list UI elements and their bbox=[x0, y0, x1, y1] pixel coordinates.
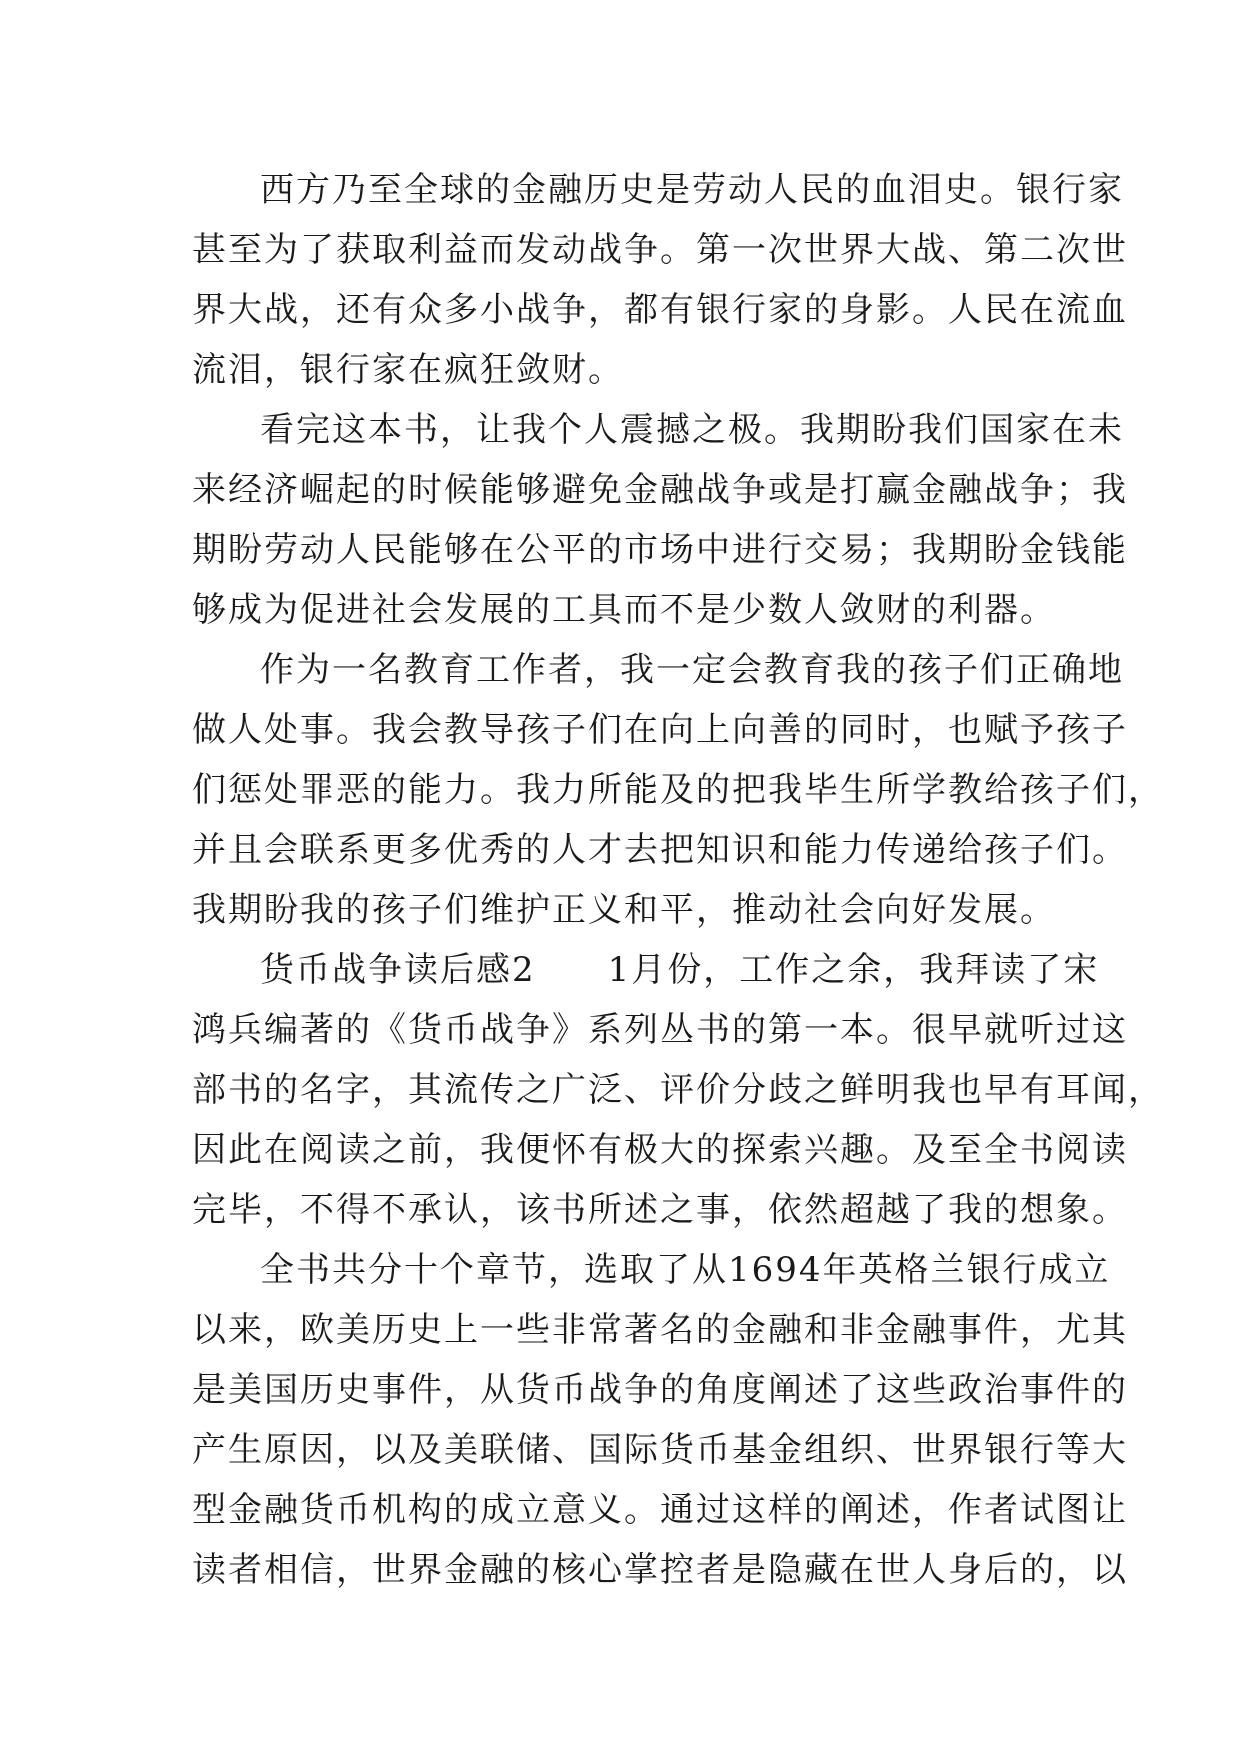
text-line: 是美国历史事件，从货币战争的角度阐述了这些政治事件的 bbox=[192, 1370, 1128, 1410]
paragraph-4 bbox=[192, 940, 1164, 1240]
text-line: 型金融货币机构的成立意义。通过这样的阐述，作者试图让 bbox=[192, 1490, 1128, 1530]
text-line: 并且会联系更多优秀的人才去把知识和能力传递给孩子们。 bbox=[192, 830, 1128, 870]
text-line: 作为一名教育工作者，我一定会教育我的孩子们正确地 bbox=[260, 650, 1124, 690]
text-line: 来经济崛起的时候能够避免金融战争或是打赢金融战争；我 bbox=[192, 470, 1128, 510]
document-body bbox=[192, 160, 1164, 1600]
text-line: 做人处事。我会教导孩子们在向上向善的同时，也赋予孩子 bbox=[192, 710, 1128, 750]
text-line: 货币战争读后感2 1月份，工作之余，我拜读了宋 bbox=[260, 950, 1100, 990]
text-line: 部书的名字，其流传之广泛、评价分歧之鲜明我也早有耳闻， bbox=[192, 1070, 1164, 1110]
text-line: 我期盼我的孩子们维护正义和平，推动社会向好发展。 bbox=[192, 890, 1056, 930]
text-line: 读者相信，世界金融的核心掌控者是隐藏在世人身后的，以 bbox=[192, 1550, 1128, 1590]
text-line: 全书共分十个章节，选取了从1694年英格兰银行成立 bbox=[260, 1250, 1111, 1290]
text-line: 期盼劳动人民能够在公平的市场中进行交易；我期盼金钱能 bbox=[192, 530, 1128, 570]
text-line: 因此在阅读之前，我便怀有极大的探索兴趣。及至全书阅读 bbox=[192, 1130, 1128, 1170]
text-line: 看完这本书，让我个人震撼之极。我期盼我们国家在未 bbox=[260, 410, 1124, 450]
text-line: 以来，欧美历史上一些非常著名的金融和非金融事件，尤其 bbox=[192, 1310, 1128, 1350]
text-line: 界大战，还有众多小战争，都有银行家的身影。人民在流血 bbox=[192, 290, 1128, 330]
text-line: 们惩处罪恶的能力。我力所能及的把我毕生所学教给孩子们， bbox=[192, 770, 1164, 810]
paragraph-2 bbox=[192, 400, 1128, 640]
paragraph-3 bbox=[192, 640, 1164, 940]
text-line: 流泪，银行家在疯狂敛财。 bbox=[192, 350, 624, 390]
paragraph-1 bbox=[192, 160, 1128, 400]
text-line: 产生原因，以及美联储、国际货币基金组织、世界银行等大 bbox=[192, 1430, 1128, 1470]
text-line: 完毕，不得不承认，该书所述之事，依然超越了我的想象。 bbox=[192, 1190, 1128, 1230]
text-line: 西方乃至全球的金融历史是劳动人民的血泪史。银行家 bbox=[260, 170, 1124, 210]
paragraph-5 bbox=[192, 1240, 1128, 1600]
text-line: 甚至为了获取利益而发动战争。第一次世界大战、第二次世 bbox=[192, 230, 1128, 270]
text-line: 鸿兵编著的《货币战争》系列丛书的第一本。很早就听过这 bbox=[192, 1010, 1128, 1050]
text-line: 够成为促进社会发展的工具而不是少数人敛财的利器。 bbox=[192, 590, 1056, 630]
